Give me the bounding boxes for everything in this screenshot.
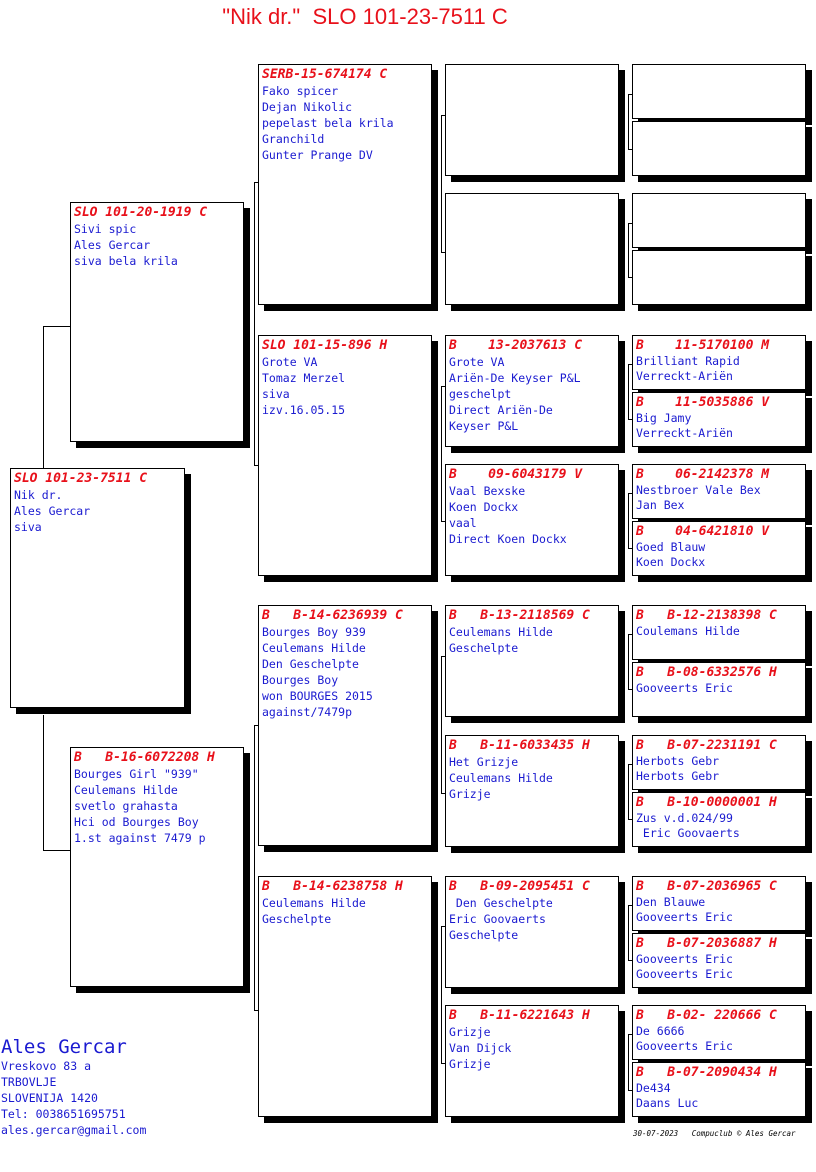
color: svetlo grahasta xyxy=(74,799,178,813)
breeder: Gooveerts Eric xyxy=(636,910,733,924)
pigeon-card-gen5[interactable] xyxy=(632,933,806,988)
color: Geschelpte xyxy=(449,928,519,942)
breeder: Ales Gercar xyxy=(14,504,91,518)
breeder: Ales Gercar xyxy=(74,238,151,252)
pigeon-card-subject[interactable] xyxy=(10,468,185,708)
note: won BOURGES 2015 xyxy=(262,689,373,703)
pigeon-card-gen5[interactable] xyxy=(632,1005,806,1060)
note: 1.st against 7479 p xyxy=(74,831,206,845)
pigeon-card-sire[interactable] xyxy=(70,202,244,442)
ring-number: B B-08-6332576 H xyxy=(636,665,777,680)
ring-number: B B-16-6072208 H xyxy=(74,750,215,765)
ring-number: B B-13-2118569 C xyxy=(449,608,590,623)
pigeon-card-gen4[interactable] xyxy=(445,876,619,988)
breeder: Gooveerts Eric xyxy=(636,967,733,981)
ring-number: B B-02- 220666 C xyxy=(636,1008,777,1023)
pigeon-card-gen5[interactable] xyxy=(632,464,806,519)
footer-credit: 30-07-2023 Compuclub © Ales Gercar xyxy=(633,1129,796,1138)
breeder: Ceulemans Hilde xyxy=(449,771,553,785)
note: Direct Ariën-De xyxy=(449,403,553,417)
breeder: Koen Dockx xyxy=(636,555,706,569)
pigeon-name: Het Grizje xyxy=(449,755,519,769)
pigeon-name: De434 xyxy=(636,1081,671,1095)
pigeon-name: Gooveerts Eric xyxy=(636,952,733,966)
breeder: Verreckt-Ariën xyxy=(636,369,733,383)
breeder: Gooveerts Eric xyxy=(636,681,733,695)
pigeon-name: Grizje xyxy=(449,1025,491,1039)
breeder: Ceulemans Hilde xyxy=(262,641,366,655)
breeder: Van Dijck xyxy=(449,1041,512,1055)
pigeon-card-gen5[interactable] xyxy=(632,735,806,790)
pigeon-card-gen4[interactable] xyxy=(445,735,619,847)
pigeon-name: Fako spicer xyxy=(262,84,339,98)
breeder: Eric Goovaerts xyxy=(449,912,546,926)
ring-number: B B-07-2036887 H xyxy=(636,936,777,951)
pigeon-name: Goed Blauw xyxy=(636,540,706,554)
ring-number: B B-11-6221643 H xyxy=(449,1008,590,1023)
pigeon-card-empty[interactable] xyxy=(445,193,619,305)
pigeon-card-gen5[interactable] xyxy=(632,605,806,660)
owner-phone: Tel: 0038651695751 xyxy=(1,1107,126,1121)
pigeon-name: Nestbroer Vale Bex xyxy=(636,483,761,497)
color: Grizje xyxy=(449,787,491,801)
color: siva bela krila xyxy=(74,254,178,268)
breeder: Jan Bex xyxy=(636,498,685,512)
pigeon-card-gen3[interactable] xyxy=(258,335,432,576)
owner-name: Ales Gercar xyxy=(1,1036,127,1058)
pigeon-name: Zus v.d.024/99 xyxy=(636,811,733,825)
ring-number: B 04-6421810 V xyxy=(636,524,770,539)
pigeon-card-gen5[interactable] xyxy=(632,662,806,717)
breeder: Herbots Gebr xyxy=(636,769,720,783)
pigeon-name: Grote VA xyxy=(449,355,505,369)
pigeon-name: Vaal Bexske xyxy=(449,484,526,498)
connector-line xyxy=(43,326,72,469)
pigeon-card-empty[interactable] xyxy=(632,250,806,305)
pigeon-name: Herbots Gebr xyxy=(636,754,720,768)
pigeon-name: Grote VA xyxy=(262,355,318,369)
ring-number: SLO 101-15-896 H xyxy=(262,338,388,353)
pigeon-card-gen4[interactable] xyxy=(445,335,619,447)
breeder: Dejan Nikolic xyxy=(262,100,353,114)
pigeon-card-empty[interactable] xyxy=(445,64,619,176)
breeder: Gooveerts Eric xyxy=(636,1039,733,1053)
pigeon-card-dam[interactable] xyxy=(70,747,244,987)
note: Granchild xyxy=(262,132,325,146)
note: Gunter Prange DV xyxy=(262,148,373,162)
note: Hci od Bourges Boy xyxy=(74,815,199,829)
breeder: Daans Luc xyxy=(636,1096,699,1110)
pigeon-card-gen3[interactable] xyxy=(258,64,432,305)
color: Geschelpte xyxy=(449,641,519,655)
ring-number: B 11-5035886 V xyxy=(636,395,770,410)
note: Den Geschelpte xyxy=(262,657,359,671)
pigeon-name: De 6666 xyxy=(636,1024,685,1038)
ring-number: B B-07-2090434 H xyxy=(636,1065,777,1080)
ring-number: B B-14-6238758 H xyxy=(262,879,403,894)
ring-number: SLO 101-23-7511 C xyxy=(14,471,148,486)
pigeon-card-gen5[interactable] xyxy=(632,335,806,390)
note: izv.16.05.15 xyxy=(262,403,346,417)
ring-number: B 11-5170100 M xyxy=(636,338,770,353)
color: Grizje xyxy=(449,1057,491,1071)
pigeon-card-gen4[interactable] xyxy=(445,605,619,717)
pigeon-card-empty[interactable] xyxy=(632,64,806,119)
owner-city: TRBOVLJE xyxy=(1,1075,57,1089)
pigeon-card-empty[interactable] xyxy=(632,121,806,176)
ring-number: B B-07-2036965 C xyxy=(636,879,777,894)
ring-number: B B-12-2138398 C xyxy=(636,608,777,623)
connector-line xyxy=(43,715,72,851)
pigeon-card-gen5[interactable] xyxy=(632,392,806,447)
ring-number: B 06-2142378 M xyxy=(636,467,770,482)
breeder: Ceulemans Hilde xyxy=(74,783,178,797)
pigeon-card-gen5[interactable] xyxy=(632,521,806,576)
note: Direct Koen Dockx xyxy=(449,532,567,546)
color: vaal xyxy=(449,516,477,530)
ring-number: B B-14-6236939 C xyxy=(262,608,403,623)
pigeon-card-gen5[interactable] xyxy=(632,876,806,931)
ring-number: B B-11-6033435 H xyxy=(449,738,590,753)
breeder: Ceulemans Hilde xyxy=(262,896,366,910)
ring-number: SERB-15-674174 C xyxy=(262,67,388,82)
color: siva xyxy=(262,387,290,401)
breeder: Eric Goovaerts xyxy=(636,826,740,840)
breeder: Verreckt-Ariën xyxy=(636,426,733,440)
pedigree-title: "Nik dr." SLO 101-23-7511 C xyxy=(222,4,508,29)
pigeon-name: Nik dr. xyxy=(14,488,63,502)
breeder: Koen Dockx xyxy=(449,500,519,514)
note: Bourges Boy xyxy=(262,673,339,687)
ring-number: B B-07-2231191 C xyxy=(636,738,777,753)
pigeon-card-empty[interactable] xyxy=(632,193,806,248)
note: against/7479p xyxy=(262,705,353,719)
color: pepelast bela krila xyxy=(262,116,394,130)
pigeon-card-gen5[interactable] xyxy=(632,792,806,847)
color: Geschelpte xyxy=(262,912,332,926)
breeder: Ariën-De Keyser P&L xyxy=(449,371,581,385)
pigeon-card-gen5[interactable] xyxy=(632,1062,806,1117)
pigeon-name: Bourges Boy 939 xyxy=(262,625,366,639)
owner-email: ales.gercar@gmail.com xyxy=(1,1123,147,1137)
ring-number: B 09-6043179 V xyxy=(449,467,583,482)
pigeon-card-gen3[interactable] xyxy=(258,605,432,846)
breeder: Ceulemans Hilde xyxy=(449,625,553,639)
breeder: Coulemans Hilde xyxy=(636,624,740,638)
color: geschelpt xyxy=(449,387,512,401)
ring-number: SLO 101-20-1919 C xyxy=(74,205,208,220)
ring-number: B 13-2037613 C xyxy=(449,338,583,353)
ring-number: B B-09-2095451 C xyxy=(449,879,590,894)
note: Keyser P&L xyxy=(449,419,519,433)
owner-address: Vreskovo 83 a xyxy=(1,1059,92,1073)
pigeon-name: Brilliant Rapid xyxy=(636,354,740,368)
pigeon-name: Big Jamy xyxy=(636,411,692,425)
pigeon-card-gen3[interactable] xyxy=(258,876,432,1117)
owner-info xyxy=(1,1036,146,1138)
pigeon-name: Den Blauwe xyxy=(636,895,706,909)
pigeon-name: Bourges Girl "939" xyxy=(74,767,199,781)
pigeon-name: Sivi spic xyxy=(74,222,137,236)
ring-number: B B-10-0000001 H xyxy=(636,795,777,810)
pigeon-card-gen4[interactable] xyxy=(445,464,619,576)
color: siva xyxy=(14,520,42,534)
owner-country: SLOVENIJA 1420 xyxy=(1,1091,98,1105)
pigeon-name: Den Geschelpte xyxy=(449,896,553,910)
pigeon-card-gen4[interactable] xyxy=(445,1005,619,1117)
breeder: Tomaz Merzel xyxy=(262,371,346,385)
